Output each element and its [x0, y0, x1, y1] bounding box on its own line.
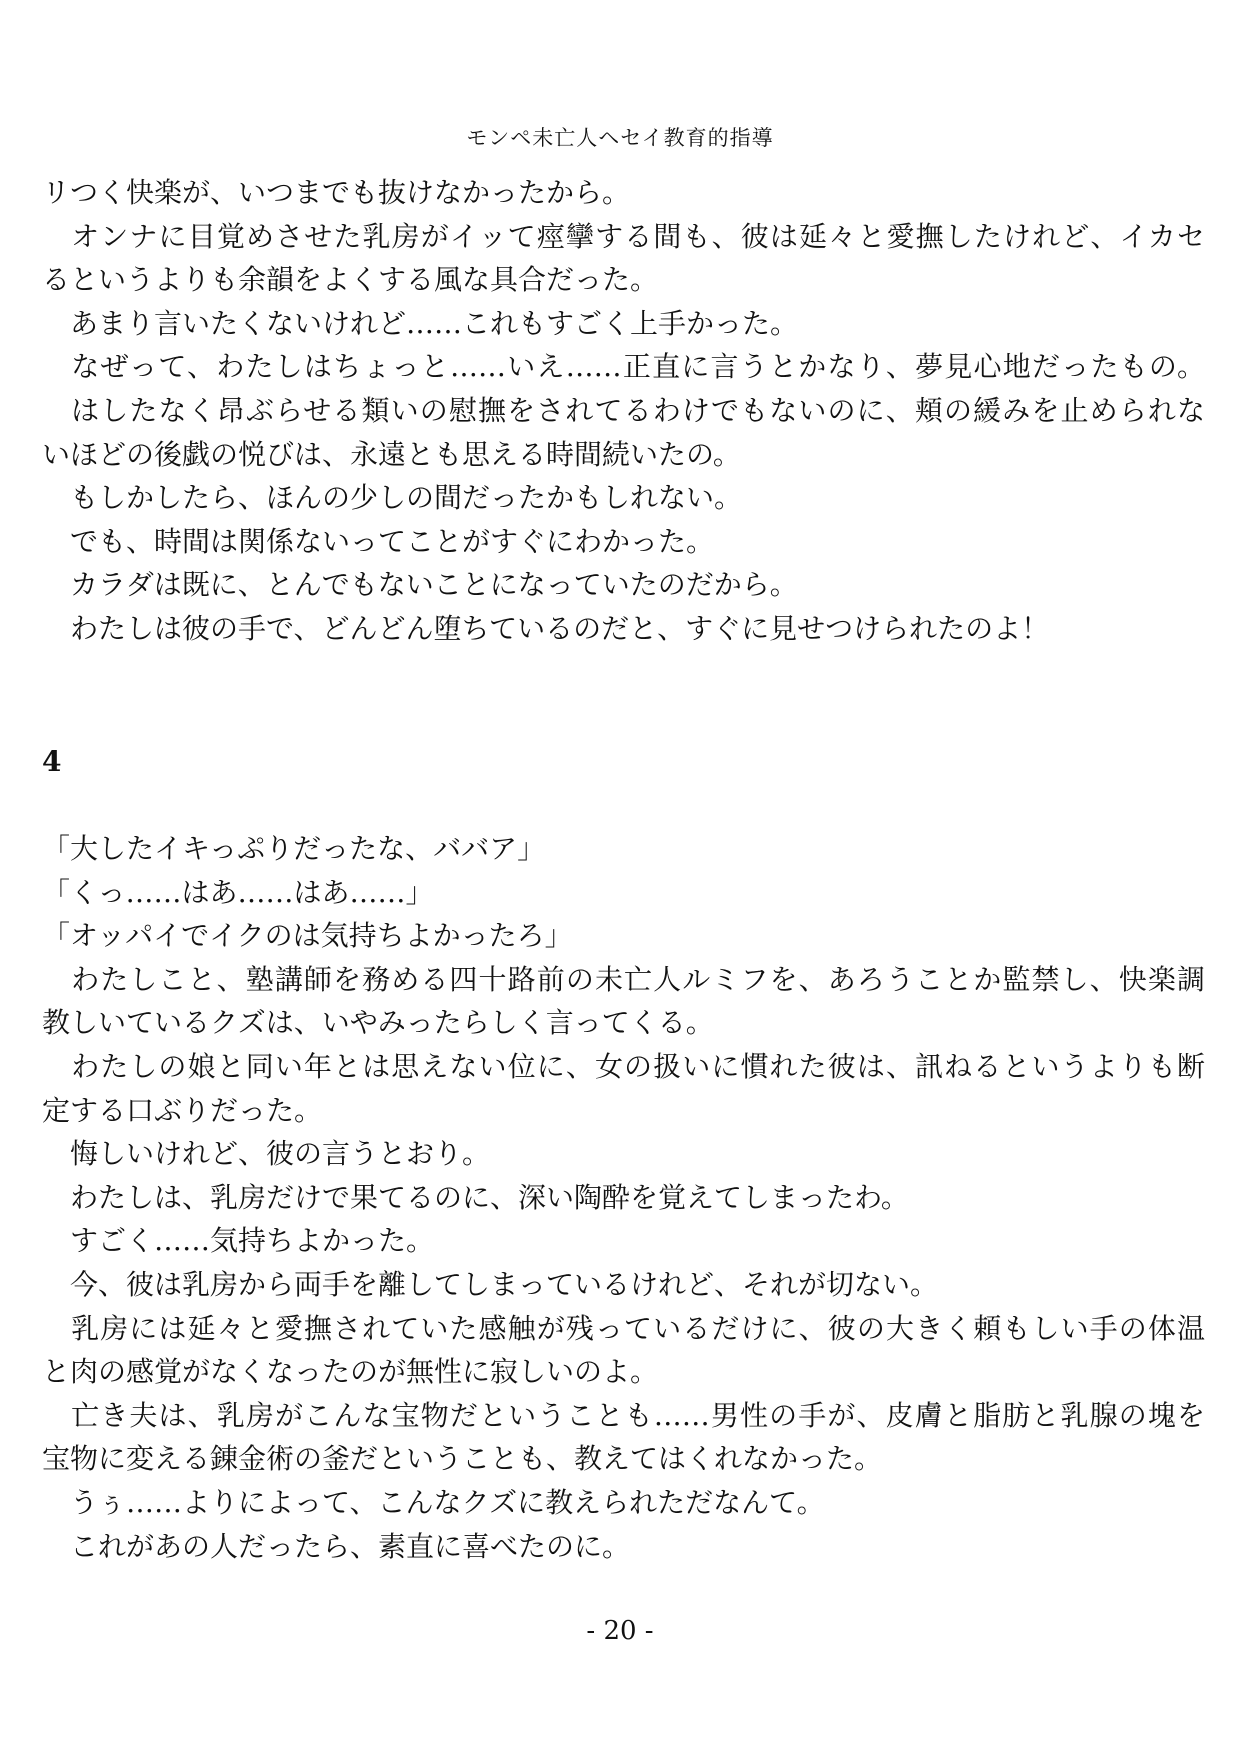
- text-line: 亡き夫は、乳房がこんな宝物だということも……男性の手が、皮膚と脂肪と乳腺の塊を: [42, 1398, 1205, 1432]
- text-line: はしたなく昂ぶらせる類いの慰撫をされてるわけでもないのに、頬の緩みを止められな: [42, 394, 1205, 427]
- text-line: オンナに目覚めさせた乳房がイッて痙攣する間も、彼は延々と愛撫したけれど、イカセ: [42, 219, 1205, 253]
- text-line: リつく快楽が、いつまでも抜けなかったから。: [42, 176, 631, 209]
- text-line: わたしこと、塾講師を務める四十路前の未亡人ルミフを、あろうことか監禁し、快楽調: [42, 962, 1205, 996]
- text-line: 悔しいけれど、彼の言うとおり。: [42, 1137, 491, 1171]
- text-line: カラダは既に、とんでもないことになっていたのだから。: [42, 568, 798, 602]
- text-line: うぅ……よりによって、こんなクズに教えられただなんて。: [42, 1486, 825, 1519]
- text-line: 教しいているクズは、いやみったらしく言ってくる。: [42, 1006, 714, 1040]
- text-line: と肉の感覚がなくなったのが無性に寂しいのよ。: [42, 1355, 659, 1389]
- text-line: もしかしたら、ほんの少しの間だったかもしれない。: [42, 481, 743, 515]
- text-line: 宝物に変える錬金術の釜だということも、教えてはくれなかった。: [42, 1442, 883, 1476]
- text-line: 「オッパイでイクのは気持ちよかったろ」: [42, 919, 573, 953]
- text-line: るというよりも余韻をよくする風な具合だった。: [42, 263, 659, 297]
- text-line: わたしは彼の手で、どんどん堕ちているのだと、すぐに見せつけられたのよ！: [42, 612, 1050, 645]
- text-line: なぜって、わたしはちょっと……いえ……正直に言うとかなり、夢見心地だったもの。: [42, 350, 1205, 384]
- text-line: 「大したイキっぷりだったな、ババア」: [42, 832, 546, 865]
- text-line: これがあの人だったら、素直に喜べたのに。: [42, 1529, 631, 1563]
- page-number: - 20 -: [586, 1616, 654, 1646]
- chapter-number: 4: [42, 745, 62, 778]
- text-line: わたしは、乳房だけで果てるのに、深い陶酔を覚えてしまったわ。: [42, 1180, 909, 1214]
- text-line: わたしの娘と同い年とは思えない位に、女の扱いに慣れた彼は、訊ねるというよりも断: [42, 1050, 1205, 1083]
- text-line: いほどの後戯の悦びは、永遠とも思える時間続いたの。: [42, 437, 741, 471]
- text-line: 定する口ぶりだった。: [42, 1093, 323, 1127]
- running-header: モンペ未亡人ヘセイ教育的指導: [466, 126, 774, 150]
- text-line: あまり言いたくないけれど……これもすごく上手かった。: [42, 306, 799, 340]
- text-line: 今、彼は乳房から両手を離してしまっているけれど、それが切ない。: [42, 1268, 939, 1301]
- text-line: すごく……気持ちよかった。: [42, 1224, 435, 1258]
- text-line: 乳房には延々と愛撫されていた感触が残っているだけに、彼の大きく頼もしい手の体温: [42, 1311, 1205, 1345]
- text-line: でも、時間は関係ないってことがすぐにわかった。: [42, 524, 715, 558]
- text-line: 「くっ……はあ……はあ……」: [42, 875, 434, 909]
